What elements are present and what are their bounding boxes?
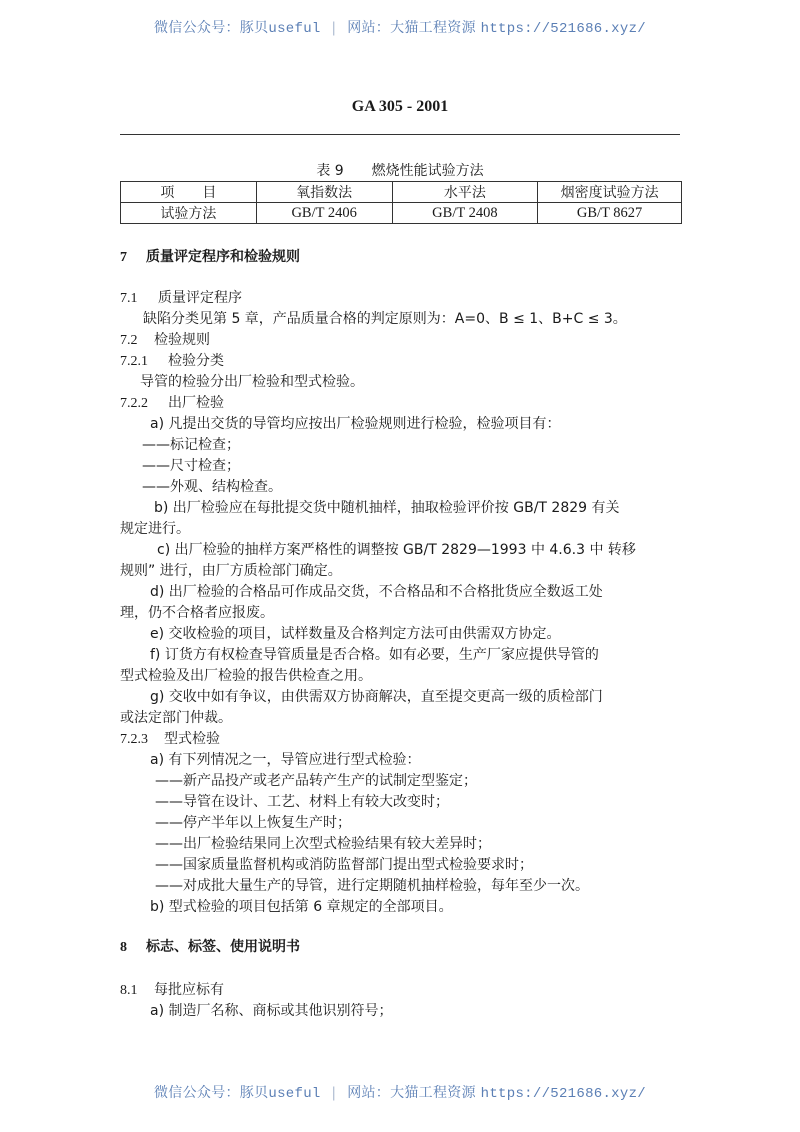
list-item-d: d) 出厂检验的合格品可作成品交货，不合格品和不合格批货应全数返工处 bbox=[150, 584, 603, 600]
table-header-cell: 水平法 bbox=[392, 182, 538, 203]
table-cell: GB/T 8627 bbox=[538, 203, 682, 224]
sub-list-item: ——导管在设计、工艺、材料上有较大改变时； bbox=[155, 794, 449, 810]
table-header-cell: 项 目 bbox=[121, 182, 257, 203]
site-url[interactable]: https://521686.xyz/ bbox=[480, 1086, 646, 1102]
table-caption-title: 燃烧性能试验方法 bbox=[371, 163, 484, 179]
section-number: 7 bbox=[120, 250, 127, 265]
list-item-d-cont: 理，仍不合格者应报废。 bbox=[120, 605, 274, 621]
section-title: 质量评定程序和检验规则 bbox=[146, 249, 300, 265]
section-number: 7.2.2 bbox=[120, 396, 148, 411]
site-url[interactable]: https://521686.xyz/ bbox=[480, 21, 646, 37]
sub-list-item: ——标记检查； bbox=[142, 437, 240, 453]
sub-list-item: ——新产品投产或老产品转产生产的试制定型鉴定； bbox=[155, 773, 477, 789]
table-caption bbox=[0, 160, 800, 180]
section-title: 检验分类 bbox=[168, 353, 224, 369]
watermark-top bbox=[0, 17, 800, 37]
sub-list-item: ——国家质量监督机构或消防监督部门提出型式检验要求时； bbox=[155, 857, 533, 873]
list-item-a: a) 制造厂名称、商标或其他识别符号； bbox=[150, 1003, 393, 1019]
paragraph: 缺陷分类见第 5 章，产品质量合格的判定原则为：A=0、B ≤ 1、B+C ≤ 3。 bbox=[143, 311, 627, 327]
list-item-f: f) 订货方有权检查导管质量是否合格。如有必要，生产厂家应提供导管的 bbox=[150, 647, 599, 663]
section-title: 出厂检验 bbox=[168, 395, 224, 411]
section-7-2-3-heading bbox=[120, 729, 220, 750]
list-item-c-cont: 规则” 进行，由厂方质检部门确定。 bbox=[120, 563, 342, 579]
wechat-name: useful bbox=[268, 21, 321, 37]
section-title: 质量评定程序 bbox=[158, 290, 242, 306]
table-header-cell: 烟密度试验方法 bbox=[538, 182, 682, 203]
section-8-1-heading bbox=[120, 980, 224, 1001]
sub-list-item: ——停产半年以上恢复生产时； bbox=[155, 815, 351, 831]
section-7-heading bbox=[120, 247, 300, 268]
sub-list-item: ——出厂检验结果同上次型式检验结果有较大差异时； bbox=[155, 836, 491, 852]
section-7-2-heading bbox=[120, 330, 210, 351]
section-number: 7.1 bbox=[120, 291, 138, 306]
list-item-c: c) 出厂检验的抽样方案严格性的调整按 GB/T 2829—1993 中 4.6.3 中 转移 bbox=[157, 542, 636, 558]
section-7-1-heading bbox=[120, 288, 242, 309]
section-number: 7.2 bbox=[120, 333, 138, 348]
wechat-label: 微信公众号：豚贝 bbox=[154, 20, 269, 36]
sub-list-item: ——尺寸检查； bbox=[142, 458, 240, 474]
list-item-b: b) 型式检验的项目包括第 6 章规定的全部项目。 bbox=[150, 899, 453, 915]
list-item-g: g) 交收中如有争议，由供需双方协商解决，直至提交更高一级的质检部门 bbox=[150, 689, 603, 705]
list-item-b-cont: 规定进行。 bbox=[120, 521, 190, 537]
watermark-separator: | bbox=[331, 1085, 337, 1101]
list-item-e: e) 交收检验的项目，试样数量及合格判定方法可由供需双方协定。 bbox=[150, 626, 561, 642]
table-cell: GB/T 2408 bbox=[392, 203, 538, 224]
list-item-a: a) 有下列情况之一，导管应进行型式检验： bbox=[150, 752, 421, 768]
sub-list-item: ——对成批大量生产的导管，进行定期随机抽样检验，每年至少一次。 bbox=[155, 878, 589, 894]
section-number: 8 bbox=[120, 940, 127, 955]
standard-number: GA 305 - 2001 bbox=[351, 98, 449, 115]
section-title: 检验规则 bbox=[154, 332, 210, 348]
section-number: 8.1 bbox=[120, 983, 138, 998]
section-title: 标志、标签、使用说明书 bbox=[146, 939, 300, 955]
table-cell: 试验方法 bbox=[121, 203, 257, 224]
header-rule bbox=[120, 134, 680, 135]
section-8-heading bbox=[120, 937, 300, 958]
section-number: 7.2.1 bbox=[120, 354, 148, 369]
list-item-g-cont: 或法定部门仲裁。 bbox=[120, 710, 232, 726]
watermark-separator: | bbox=[331, 20, 337, 36]
list-item-a: a) 凡提出交货的导管均应按出厂检验规则进行检验，检验项目有： bbox=[150, 416, 561, 432]
section-title: 型式检验 bbox=[164, 731, 220, 747]
table-cell: GB/T 2406 bbox=[256, 203, 392, 224]
section-7-2-1-heading bbox=[120, 351, 224, 372]
table-caption-number: 表 9 bbox=[316, 163, 344, 179]
table-header-cell: 氧指数法 bbox=[256, 182, 392, 203]
paragraph: 导管的检验分出厂检验和型式检验。 bbox=[140, 374, 364, 390]
section-number: 7.2.3 bbox=[120, 732, 148, 747]
list-item-f-cont: 型式检验及出厂检验的报告供检查之用。 bbox=[120, 668, 372, 684]
section-7-2-2-heading bbox=[120, 393, 224, 414]
burning-test-method-table bbox=[120, 181, 682, 224]
table-header-row bbox=[121, 182, 682, 203]
sub-list-item: ——外观、结构检查。 bbox=[142, 479, 282, 495]
wechat-name: useful bbox=[268, 1086, 321, 1102]
section-title: 每批应标有 bbox=[154, 982, 224, 998]
list-item-b: b) 出厂检验应在每批提交货中随机抽样，抽取检验评价按 GB/T 2829 有关 bbox=[154, 500, 620, 516]
site-label: 网站：大猫工程资源 bbox=[347, 20, 476, 36]
wechat-label: 微信公众号：豚贝 bbox=[154, 1085, 269, 1101]
table-row bbox=[121, 203, 682, 224]
site-label: 网站：大猫工程资源 bbox=[347, 1085, 476, 1101]
watermark-bottom bbox=[0, 1082, 800, 1102]
